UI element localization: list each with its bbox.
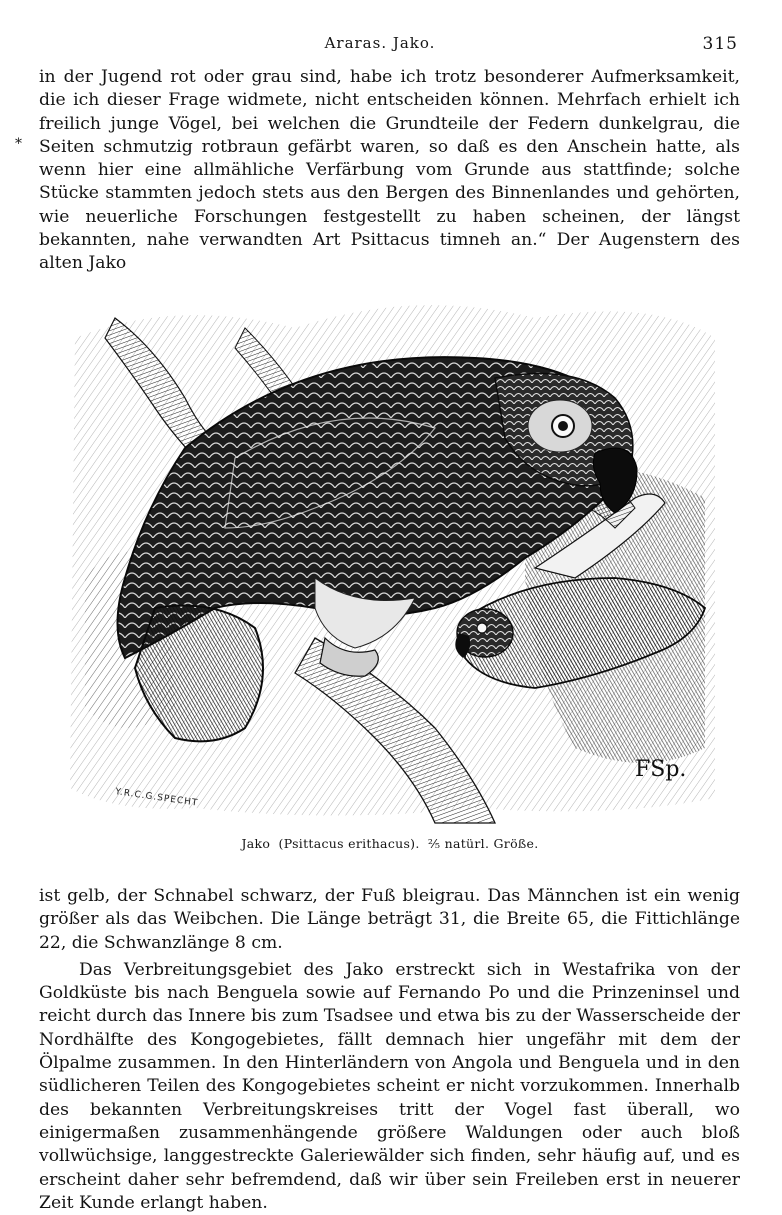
text-block-top [39, 66, 740, 276]
caption-species: (Psittacus erithacus). [278, 836, 420, 851]
engraver-signature: Y.R.C.G.SPECHT [114, 787, 199, 809]
figure-caption [40, 836, 740, 851]
artist-monogram: FSp. [635, 757, 687, 782]
paragraph-description: ist gelb, der Schnabel schwarz, der Fuß bleigrau. Das Männchen ist ein wenig größer als das Weibchen. Die Länge beträgt 31, die Breite 65, die Fittichlänge 22, die Schwanzlänge 8 cm. [39, 886, 740, 953]
margin-mark: * [15, 136, 22, 152]
text-block-bottom [39, 885, 740, 1215]
engraving-graphic [55, 278, 725, 826]
page-number: 315 [702, 34, 738, 54]
parrot-illustration [55, 278, 725, 826]
paragraph-continued: in der Jugend rot oder grau sind, habe ich trotz besonderer Aufmerksamkeit, die ich dieser Frage widmete, nicht entscheiden können. Mehrfach erhielt ich freilich junge Vögel, bei welchen die Grundteile der Federn dunkelgrau, die Seiten schmutzig rotbraun gefärbt waren, so daß es den Anschein hatte, als wenn hier eine allmähliche Verfärbung vom Grunde aus stattfinde; solche Stücke stammten jedoch stets aus den Bergen des Binnenlandes und gehörten, wie neuerliche Forschungen festgestellt zu haben scheinen, der längst bekannten, nahe verwandten Art Psittacus timneh an.“ Der Augenstern des alten Jako [39, 67, 740, 274]
running-head: Araras. Jako. [324, 34, 436, 52]
caption-scale: ⅖ natürl. Größe. [427, 836, 539, 851]
paragraph-distribution: Das Verbreitungsgebiet des Jako erstreckt sich in Westafrika von der Goldküste bis nach Benguela sowie auf Fernando Po und die Prinzeninsel und reicht durch das Innere bis zum Tsadsee und etwa bis zu der Wasserscheide der Nordhälfte des Kongogebietes, fällt demnach hier ungefähr mit dem der Ölpalme zusammen. In den Hinterländern von Angola und Benguela und in den südlicheren Teilen des Kongogebietes scheint er nicht vorzukommen. Innerhalb des bekannten Verbreitungskreises tritt der Vogel fast überall, wo einigermaßen zusammenhängende größere Waldungen oder auch bloß vollwüchsige, langgestreckte Galeriewälder sich finden, sehr häufig auf, und es erscheint daher sehr befremdend, daß wir über sein Freileben erst in neuerer Zeit Kunde erlangt haben. [39, 959, 740, 1213]
caption-name: Jako [241, 836, 271, 851]
